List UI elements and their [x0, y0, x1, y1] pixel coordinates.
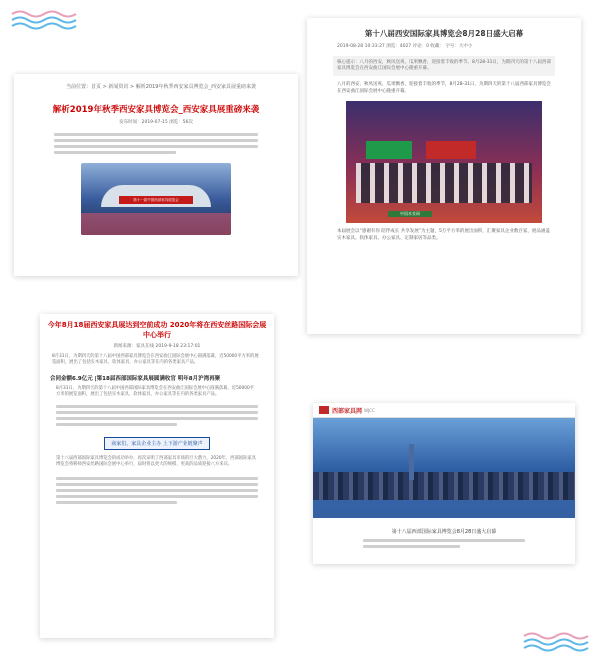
article-subtitle: 合同金额6.9亿元 |第18届西部国际家具展圆满收官 明年8月沪湾再聚 — [50, 376, 221, 382]
article-summary: 核心提示：八月的西安，秋风送爽，瓜果飘香，迎接着丰收的季节。8月28-31日，为期四天的第十八届西部家具博览会在西安曲江国际会展中心隆重开幕。 — [333, 56, 555, 76]
article-closing: 第十八届西部国际家具博览会的成功举办，再次证明了西部家具市场的巨大潜力，2020年，西部国际家具博览会将移师西安丝路国际会展中心举行，届时将以更大的规模、更高的品质迎接八方来宾。 — [56, 456, 256, 467]
site-logo-sub: WJCC — [364, 407, 375, 413]
highlight-callout: 商家们、家具企业主办 上下游产业链聚声 — [104, 437, 210, 450]
page-body-lines — [313, 539, 575, 548]
article-card-1 — [14, 74, 298, 276]
skyline-photo — [313, 418, 575, 518]
article-card-3 — [40, 314, 274, 638]
article-body-lines — [14, 126, 298, 161]
article-body-lines — [40, 400, 274, 431]
site-logo: 西部家具网 — [332, 407, 363, 415]
article-meta: 2019-08-28 10:33:27 浏览：4027 评论：0 收藏： 字号：大中小 — [337, 44, 473, 49]
article-card-2 — [307, 18, 581, 334]
site-header — [313, 403, 575, 418]
article-title: 今年8月18届西安家具展达到空前成功 2020年将在西安丝路国际会展中心举行 — [47, 321, 267, 339]
article-body: 八月的西安，秋风送爽，瓜果飘香，迎接着丰收的季节，8月28-31日，为期四天的第十八届西部家具博览会在西安曲江国际会展中心隆重开幕。 — [337, 82, 551, 94]
article-title: 第十八届西安国际家具博览会8月28日盛大启幕 — [364, 29, 524, 38]
article-title: 解析2019年秋季西安家具博览会_西安家具展重磅来袭 — [52, 105, 260, 115]
article-card-4 — [313, 403, 575, 564]
article-tail-lines — [40, 472, 274, 509]
photo-caption: 本届展会以“感谢有你 陪伴成长 共享发展”为主题，5万平方米的展出面积，汇聚家具企业数百家，展品涵盖实木家具、软体家具、办公家具、定制家居等品类。 — [337, 229, 550, 241]
breadcrumb: 当前位置：首页 > 新闻资讯 > 解析2019年秋季西安家具博览会_西安家具展重磅来袭 — [66, 84, 256, 90]
expo-banner: 第十一届中国西部家具展览会 — [119, 196, 193, 204]
article-meta: 新闻来源：家具在线 2019-9-18 23:17:01 — [113, 344, 201, 349]
stage-sign: 中国木业网 — [388, 211, 432, 217]
page-headline: 第十八届西部国际家具博览会8月28日盛大启幕 — [391, 529, 497, 535]
wave-decoration-top-left — [10, 8, 80, 30]
article-meta: 发布时间：2019-07-15 浏览：56次 — [119, 120, 193, 125]
article-paragraph: 8月31日，为期四天的第十八届中国西部国际家具博览会在西安曲江国际会展中心圆满落幕，近50000平方米的展览面积，展出了包括实木家具、软体家具、办公家具等在内的各类家具产品。 — [56, 386, 255, 397]
wave-decoration-bottom-right — [522, 630, 592, 652]
ceremony-photo — [346, 101, 542, 223]
expo-photo — [81, 163, 231, 235]
article-intro: 8月31日，为期四天的第十八届中国西部家具博览会在西安曲江国际会展中心圆满落幕，近50000平方米的展览面积，展出了包括实木家具、软体家具、办公家具等在内的各类家具产品。 — [52, 354, 259, 365]
site-logo-icon — [319, 406, 329, 414]
